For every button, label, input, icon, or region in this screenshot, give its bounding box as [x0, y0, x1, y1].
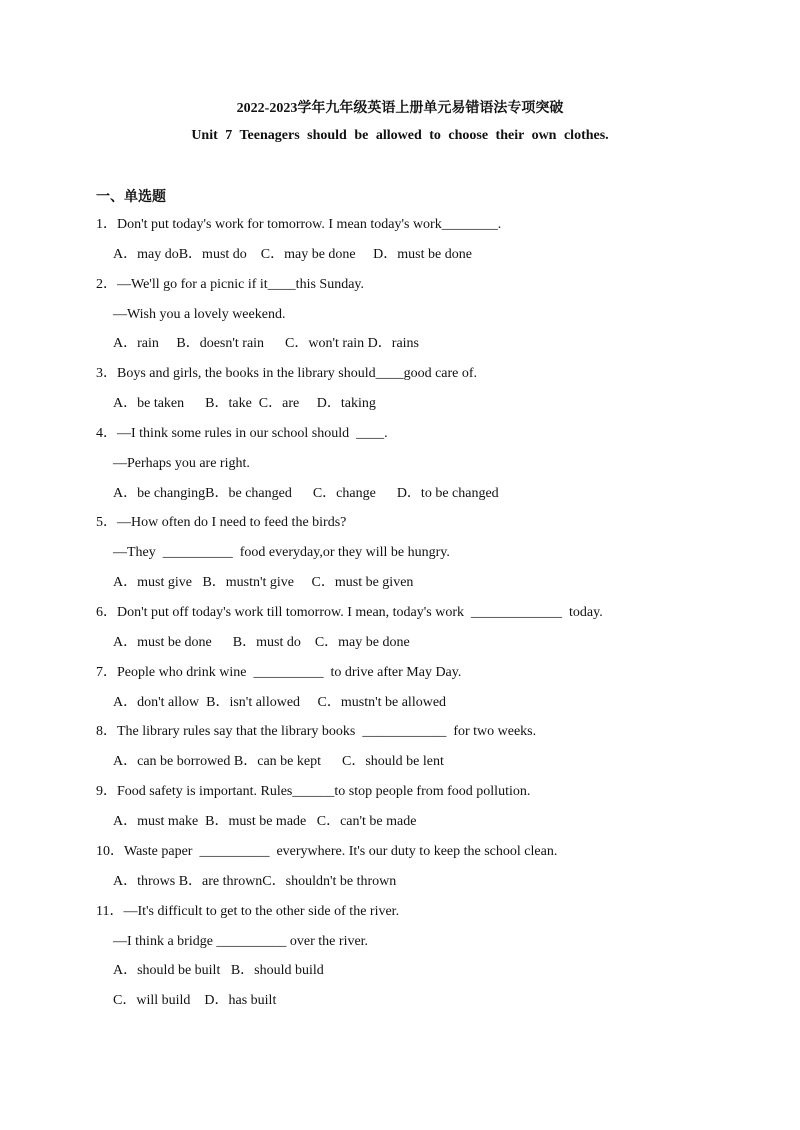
question-1-options: A．may doB．must do C．may be done D．must be done	[113, 247, 472, 262]
question-11-options-c-d: C．will build D．has built	[113, 993, 277, 1008]
question-6: 6．Don't put off today's work till tomorrow. I mean, today's work _____________ today.	[96, 605, 603, 620]
question-5-options: A．must give B．mustn't give C．must be given	[113, 575, 414, 590]
question-11-options-a-b: A．should be built B．should build	[113, 963, 324, 978]
question-10-options: A．throws B．are thrownC．shouldn't be thrown	[113, 874, 397, 889]
question-1: 1．Don't put today's work for tomorrow. I mean today's work________.	[96, 217, 502, 232]
question-6-options: A．must be done B．must do C．may be done	[113, 635, 410, 650]
question-9: 9．Food safety is important. Rules______to stop people from food pollution.	[96, 784, 531, 799]
document-subtitle: Unit 7 Teenagers should be allowed to choose their own clothes.	[191, 128, 609, 143]
question-9-options: A．must make B．must be made C．can't be made	[113, 814, 417, 829]
question-4: 4．—I think some rules in our school should ____.	[96, 426, 388, 441]
question-4-options: A．be changingB．be changed C．change D．to be changed	[113, 486, 499, 501]
question-8: 8．The library rules say that the library books ____________ for two weeks.	[96, 724, 537, 739]
section-heading: 一、单选题	[96, 189, 166, 205]
question-2: 2．—We'll go for a picnic if it____this Sunday.	[96, 277, 365, 292]
question-7-options: A．don't allow B．isn't allowed C．mustn't be allowed	[113, 695, 447, 710]
question-8-options: A．can be borrowed B．can be kept C．should be lent	[113, 754, 444, 769]
question-2-reply: —Wish you a lovely weekend.	[113, 307, 286, 322]
question-3-options: A．be taken B．take C．are D．taking	[113, 396, 376, 411]
question-5-reply: —They __________ food everyday,or they will be hungry.	[113, 545, 450, 560]
question-4-reply: —Perhaps you are right.	[113, 456, 250, 471]
question-11-reply: —I think a bridge __________ over the river.	[113, 934, 369, 949]
question-7: 7．People who drink wine __________ to drive after May Day.	[96, 665, 462, 680]
question-3: 3．Boys and girls, the books in the library should____good care of.	[96, 366, 478, 381]
question-5: 5．—How often do I need to feed the birds?	[96, 515, 347, 530]
question-11: 11．—It's difficult to get to the other side of the river.	[96, 904, 400, 919]
document-title: 2022-2023学年九年级英语上册单元易错语法专项突破	[236, 101, 564, 116]
question-10: 10．Waste paper __________ everywhere. It's our duty to keep the school clean.	[96, 844, 558, 859]
question-2-options: A．rain B．doesn't rain C．won't rain D．rains	[113, 336, 420, 351]
